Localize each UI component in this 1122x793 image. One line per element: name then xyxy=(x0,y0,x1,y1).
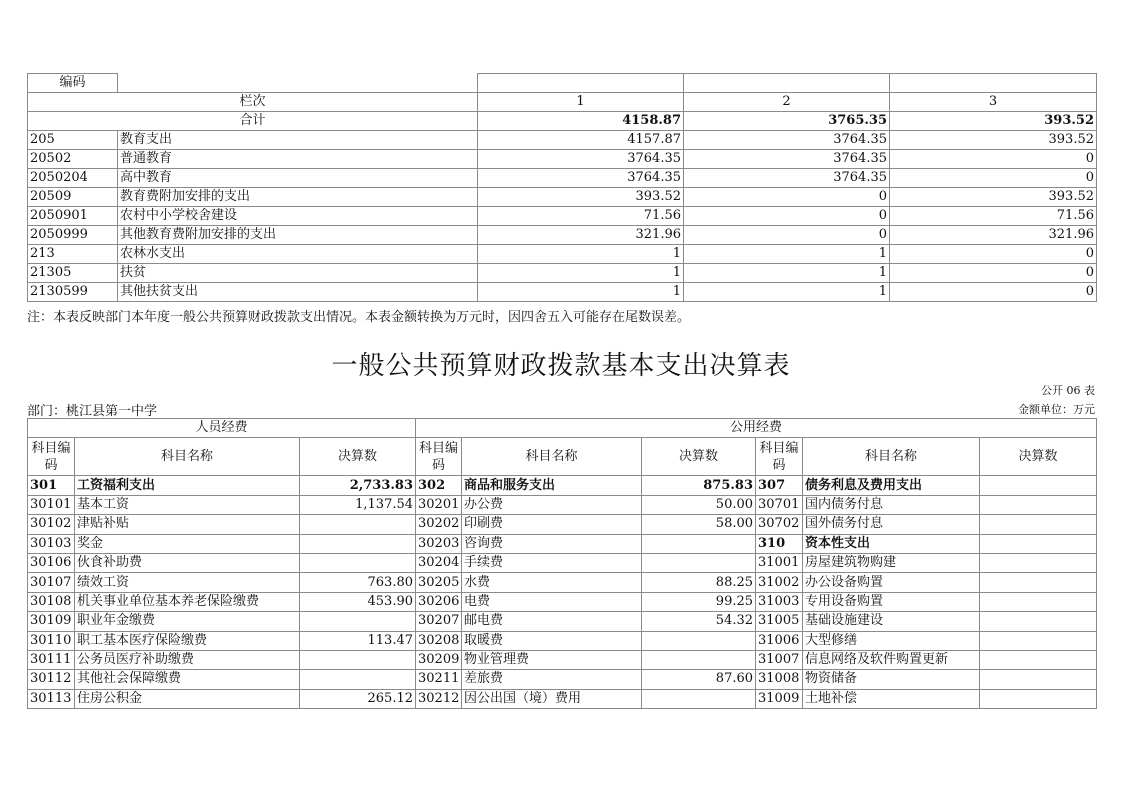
table-row xyxy=(28,169,1097,188)
subject-name: 基本工资 xyxy=(75,495,300,514)
table-row xyxy=(28,573,1097,592)
table-row xyxy=(28,131,1097,150)
total-value-1: 4158.87 xyxy=(478,112,684,131)
amount xyxy=(980,515,1097,534)
subject-name: 扶贫 xyxy=(118,264,478,283)
table-row xyxy=(28,515,1097,534)
subject-code: 307 xyxy=(756,476,803,495)
amount xyxy=(980,631,1097,650)
subject-name: 电费 xyxy=(462,592,642,611)
subject-name: 差旅费 xyxy=(462,670,642,689)
subject-code: 20509 xyxy=(28,188,118,207)
col-index-label: 栏次 xyxy=(28,93,478,112)
subject-code: 31005 xyxy=(756,612,803,631)
unit-label: 金额单位：万元 xyxy=(1018,403,1095,416)
subject-name: 印刷费 xyxy=(462,515,642,534)
amount xyxy=(300,670,416,689)
value-col-1: 321.96 xyxy=(478,226,684,245)
blank-cell xyxy=(684,74,890,93)
table1-note: 注：本表反映部门本年度一般公共预算财政拨款支出情况。本表金额转换为万元时，因四舍五入可能存在尾数误差。 xyxy=(27,310,691,325)
amount: 2,733.83 xyxy=(300,476,416,495)
amount xyxy=(642,534,756,553)
subject-code: 30201 xyxy=(416,495,462,514)
table-row xyxy=(28,670,1097,689)
value-col-3: 0 xyxy=(890,245,1097,264)
table2-header-row xyxy=(28,438,1097,476)
amount xyxy=(980,650,1097,669)
page-title: 一般公共预算财政拨款基本支出决算表 xyxy=(331,351,791,381)
table-row xyxy=(28,226,1097,245)
subject-name: 国外债务付息 xyxy=(803,515,980,534)
subject-code: 30111 xyxy=(28,650,75,669)
amount: 50.00 xyxy=(642,495,756,514)
subject-code: 2050901 xyxy=(28,207,118,226)
table-number: 公开 06 表 xyxy=(1041,384,1095,397)
subject-name: 公务员医疗补助缴费 xyxy=(75,650,300,669)
subject-code: 30208 xyxy=(416,631,462,650)
subject-code: 2050999 xyxy=(28,226,118,245)
subject-name: 信息网络及软件购置更新 xyxy=(803,650,980,669)
amount: 1,137.54 xyxy=(300,495,416,514)
subject-name: 津贴补贴 xyxy=(75,515,300,534)
col-amount-header: 决算数 xyxy=(642,438,756,476)
table-row xyxy=(28,476,1097,495)
amount xyxy=(980,573,1097,592)
subject-name: 专用设备购置 xyxy=(803,592,980,611)
subject-name: 职工基本医疗保险缴费 xyxy=(75,631,300,650)
subject-name: 资本性支出 xyxy=(803,534,980,553)
table-row xyxy=(28,534,1097,553)
subject-name: 国内债务付息 xyxy=(803,495,980,514)
department-label: 部门：桃江县第一中学 xyxy=(27,404,158,419)
amount: 453.90 xyxy=(300,592,416,611)
subject-name: 房屋建筑物购建 xyxy=(803,553,980,572)
table-row xyxy=(28,495,1097,514)
subject-code: 31007 xyxy=(756,650,803,669)
subject-name: 物业管理费 xyxy=(462,650,642,669)
col-code-header: 科目编码 xyxy=(756,438,803,476)
subject-code: 30204 xyxy=(416,553,462,572)
value-col-3: 393.52 xyxy=(890,131,1097,150)
table-row xyxy=(28,689,1097,708)
value-col-1: 71.56 xyxy=(478,207,684,226)
subject-code: 30203 xyxy=(416,534,462,553)
table2-group-row xyxy=(28,419,1097,438)
value-col-2: 1 xyxy=(684,283,890,302)
table-row xyxy=(28,612,1097,631)
subject-code: 30702 xyxy=(756,515,803,534)
subject-name: 大型修缮 xyxy=(803,631,980,650)
subject-name: 教育支出 xyxy=(118,131,478,150)
amount: 265.12 xyxy=(300,689,416,708)
subject-code: 30106 xyxy=(28,553,75,572)
subject-code: 30110 xyxy=(28,631,75,650)
amount xyxy=(980,670,1097,689)
subject-code: 205 xyxy=(28,131,118,150)
value-col-1: 393.52 xyxy=(478,188,684,207)
table-row xyxy=(28,188,1097,207)
total-value-3: 393.52 xyxy=(890,112,1097,131)
subject-name: 土地补偿 xyxy=(803,689,980,708)
subject-code: 31003 xyxy=(756,592,803,611)
subject-code: 30207 xyxy=(416,612,462,631)
amount xyxy=(300,612,416,631)
col-number-2: 2 xyxy=(684,93,890,112)
subject-code: 30211 xyxy=(416,670,462,689)
col-number-3: 3 xyxy=(890,93,1097,112)
value-col-2: 0 xyxy=(684,207,890,226)
appropriation-expenditure-table xyxy=(27,73,1097,302)
col-code-header: 科目编码 xyxy=(416,438,462,476)
subject-name: 机关事业单位基本养老保险缴费 xyxy=(75,592,300,611)
table-row xyxy=(28,631,1097,650)
table1-body xyxy=(28,74,1097,302)
table1-index-row xyxy=(28,93,1097,112)
col-name-header: 科目名称 xyxy=(462,438,642,476)
subject-code: 30101 xyxy=(28,495,75,514)
table-row xyxy=(28,650,1097,669)
subject-name: 奖金 xyxy=(75,534,300,553)
table1-header-row xyxy=(28,74,1097,93)
value-col-1: 3764.35 xyxy=(478,150,684,169)
subject-code: 20502 xyxy=(28,150,118,169)
amount xyxy=(980,553,1097,572)
value-col-1: 1 xyxy=(478,283,684,302)
total-label: 合计 xyxy=(28,112,478,131)
col-number-1: 1 xyxy=(478,93,684,112)
value-col-3: 393.52 xyxy=(890,188,1097,207)
subject-name: 因公出国（境）费用 xyxy=(462,689,642,708)
subject-code: 30113 xyxy=(28,689,75,708)
amount xyxy=(980,476,1097,495)
value-col-3: 0 xyxy=(890,264,1097,283)
subject-code: 30107 xyxy=(28,573,75,592)
value-col-2: 3764.35 xyxy=(684,131,890,150)
amount xyxy=(300,650,416,669)
value-col-2: 3764.35 xyxy=(684,169,890,188)
subject-name: 商品和服务支出 xyxy=(462,476,642,495)
subject-name: 物资储备 xyxy=(803,670,980,689)
subject-code: 30206 xyxy=(416,592,462,611)
amount: 113.47 xyxy=(300,631,416,650)
code-header: 编码 xyxy=(28,74,118,93)
table-row xyxy=(28,283,1097,302)
subject-name: 伙食补助费 xyxy=(75,553,300,572)
subject-name: 其他教育费附加安排的支出 xyxy=(118,226,478,245)
blank-cell xyxy=(478,74,684,93)
subject-name: 住房公积金 xyxy=(75,689,300,708)
amount: 88.25 xyxy=(642,573,756,592)
col-name-header: 科目名称 xyxy=(75,438,300,476)
value-col-2: 1 xyxy=(684,245,890,264)
subject-name: 农村中小学校舍建设 xyxy=(118,207,478,226)
table-row xyxy=(28,264,1097,283)
blank-cell xyxy=(118,74,478,93)
value-col-3: 0 xyxy=(890,283,1097,302)
col-amount-header: 决算数 xyxy=(300,438,416,476)
subject-code: 30202 xyxy=(416,515,462,534)
amount xyxy=(980,534,1097,553)
amount: 87.60 xyxy=(642,670,756,689)
subject-code: 2050204 xyxy=(28,169,118,188)
subject-code: 213 xyxy=(28,245,118,264)
subject-code: 30103 xyxy=(28,534,75,553)
table-row xyxy=(28,553,1097,572)
subject-name: 办公设备购置 xyxy=(803,573,980,592)
subject-code: 301 xyxy=(28,476,75,495)
subject-name: 咨询费 xyxy=(462,534,642,553)
amount xyxy=(300,515,416,534)
subject-code: 30701 xyxy=(756,495,803,514)
subject-code: 310 xyxy=(756,534,803,553)
basic-expenditure-table xyxy=(27,418,1097,709)
value-col-3: 0 xyxy=(890,150,1097,169)
amount: 99.25 xyxy=(642,592,756,611)
subject-code: 31008 xyxy=(756,670,803,689)
value-col-2: 0 xyxy=(684,226,890,245)
subject-name: 高中教育 xyxy=(118,169,478,188)
amount xyxy=(980,495,1097,514)
value-col-1: 3764.35 xyxy=(478,169,684,188)
subject-code: 30112 xyxy=(28,670,75,689)
value-col-2: 0 xyxy=(684,188,890,207)
value-col-2: 1 xyxy=(684,264,890,283)
group-public: 公用经费 xyxy=(416,419,1097,438)
subject-name: 办公费 xyxy=(462,495,642,514)
group-personnel: 人员经费 xyxy=(28,419,416,438)
col-code-header: 科目编码 xyxy=(28,438,75,476)
amount: 58.00 xyxy=(642,515,756,534)
amount: 763.80 xyxy=(300,573,416,592)
subject-code: 30212 xyxy=(416,689,462,708)
value-col-3: 71.56 xyxy=(890,207,1097,226)
blank-cell xyxy=(890,74,1097,93)
table-row xyxy=(28,245,1097,264)
subject-name: 债务利息及费用支出 xyxy=(803,476,980,495)
subject-code: 30205 xyxy=(416,573,462,592)
table2-body xyxy=(28,419,1097,709)
subject-name: 基础设施建设 xyxy=(803,612,980,631)
amount xyxy=(980,592,1097,611)
amount xyxy=(300,534,416,553)
subject-name: 普通教育 xyxy=(118,150,478,169)
table-row xyxy=(28,207,1097,226)
value-col-2: 3764.35 xyxy=(684,150,890,169)
subject-name: 水费 xyxy=(462,573,642,592)
subject-name: 其他扶贫支出 xyxy=(118,283,478,302)
table-row xyxy=(28,150,1097,169)
amount xyxy=(642,631,756,650)
subject-code: 30108 xyxy=(28,592,75,611)
amount: 875.83 xyxy=(642,476,756,495)
subject-name: 邮电费 xyxy=(462,612,642,631)
value-col-3: 0 xyxy=(890,169,1097,188)
total-value-2: 3765.35 xyxy=(684,112,890,131)
subject-name: 职业年金缴费 xyxy=(75,612,300,631)
value-col-1: 1 xyxy=(478,245,684,264)
subject-code: 30109 xyxy=(28,612,75,631)
subject-code: 31006 xyxy=(756,631,803,650)
amount xyxy=(642,650,756,669)
subject-code: 21305 xyxy=(28,264,118,283)
subject-name: 农林水支出 xyxy=(118,245,478,264)
table-row xyxy=(28,592,1097,611)
subject-code: 31001 xyxy=(756,553,803,572)
subject-code: 30102 xyxy=(28,515,75,534)
col-name-header: 科目名称 xyxy=(803,438,980,476)
amount xyxy=(980,689,1097,708)
amount xyxy=(300,553,416,572)
subject-name: 手续费 xyxy=(462,553,642,572)
value-col-1: 1 xyxy=(478,264,684,283)
subject-name: 取暖费 xyxy=(462,631,642,650)
subject-name: 绩效工资 xyxy=(75,573,300,592)
subject-name: 工资福利支出 xyxy=(75,476,300,495)
table1-total-row xyxy=(28,112,1097,131)
subject-code: 2130599 xyxy=(28,283,118,302)
subject-name: 教育费附加安排的支出 xyxy=(118,188,478,207)
amount xyxy=(642,553,756,572)
subject-code: 30209 xyxy=(416,650,462,669)
amount xyxy=(980,612,1097,631)
value-col-1: 4157.87 xyxy=(478,131,684,150)
col-amount-header: 决算数 xyxy=(980,438,1097,476)
subject-code: 302 xyxy=(416,476,462,495)
amount xyxy=(642,689,756,708)
amount: 54.32 xyxy=(642,612,756,631)
subject-code: 31009 xyxy=(756,689,803,708)
value-col-3: 321.96 xyxy=(890,226,1097,245)
subject-name: 其他社会保障缴费 xyxy=(75,670,300,689)
subject-code: 31002 xyxy=(756,573,803,592)
